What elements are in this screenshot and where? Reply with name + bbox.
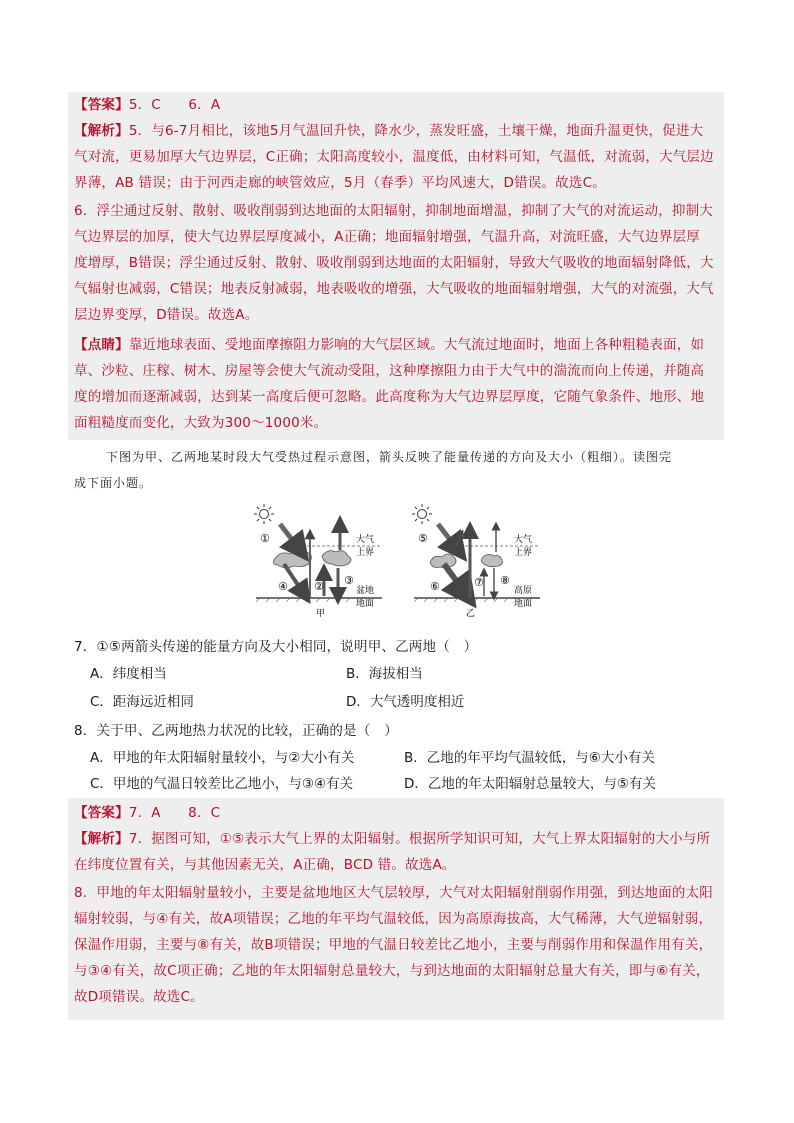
atmosphere-heating-diagram bbox=[252, 500, 572, 618]
diagram-left-panel bbox=[254, 504, 382, 618]
ground-label-1: 盆地 bbox=[356, 586, 375, 596]
q8-option-a: A．甲地的年太阳辐射量较小，与②大小有关 bbox=[90, 750, 355, 766]
analysis-q7-line-2: 在纬度位置有关，与其他因素无关，A正确，BCD 错。故选A。 bbox=[74, 857, 456, 873]
ground-label-2: 地面 bbox=[356, 599, 375, 609]
tip-line-4: 面粗糙度而变化，大致为300～1000米。 bbox=[74, 415, 328, 431]
tip-line-3: 度的增加而逐渐减弱，达到某一高度后便可忽略。此高度称为大气边界层厚度，它随气象条件、地形、地 bbox=[74, 389, 705, 405]
answer-line-2 bbox=[74, 800, 724, 826]
q8-stem: 8．关于甲、乙两地热力状况的比较，正确的是（ ） bbox=[74, 723, 398, 739]
answer-tag: 【答案】 bbox=[74, 97, 129, 113]
analysis-q5-line-2: 气对流，更易加厚大气边界层，C正确；太阳高度较小，温度低，由材料可知，气温低，对流弱，大气层边 bbox=[74, 149, 714, 165]
intro-line-1: 下图为甲、乙两地某时段大气受热过程示意图，箭头反映了能量传递的方向及大小（粗细）。读图完 bbox=[106, 450, 673, 464]
analysis-q6-line-1: 6．浮尘通过反射、散射、吸收削弱到达地面的太阳辐射，抑制地面增温，抑制了大气的对流运动，抑制大 bbox=[74, 203, 713, 219]
intro-line-2: 成下面小题。 bbox=[74, 476, 153, 490]
analysis-tag: 【解析】 bbox=[74, 831, 129, 847]
q7-option-b: B．海拔相当 bbox=[346, 666, 423, 682]
label-3: ③ bbox=[344, 574, 354, 587]
label-2: ② bbox=[314, 580, 324, 593]
label-5: ⑤ bbox=[418, 532, 428, 545]
label-7: ⑦ bbox=[474, 576, 484, 589]
label-6: ⑥ bbox=[430, 580, 440, 593]
diagram-right-panel bbox=[412, 504, 540, 618]
label-4: ④ bbox=[278, 580, 288, 593]
analysis-q6-line-5: 层边界变厚，D错误。故选A。 bbox=[74, 307, 259, 323]
analysis-q8-line-4: 与③④有关，故C项正确；乙地的年太阳辐射总量较大，与到达地面的太阳辐射总量大有关，即与⑥有关， bbox=[74, 963, 710, 979]
analysis-q8-line-1: 8．甲地的年太阳辐射量较小，主要是盆地地区大气层较厚，大气对太阳辐射削弱作用强，到达地面的太阳 bbox=[74, 885, 713, 901]
analysis-q7-line-1: 【解析】7．据图可知，①⑤表示大气上界的太阳辐射。根据所学知识可知，大气上界太阳辐射的大小与所 bbox=[74, 831, 711, 847]
answer-line-1 bbox=[74, 92, 724, 118]
ground-label-1: 高原 bbox=[514, 586, 533, 596]
top-label-1: 大气 bbox=[356, 535, 375, 545]
caption-right: 乙 bbox=[466, 609, 476, 618]
analysis-q6-line-2: 气边界层的加厚，使大气边界层厚度减小，A正确；地面辐射增强，气温升高，对流旺盛，大气边界层厚 bbox=[74, 229, 700, 245]
q8-option-b: B．乙地的年平均气温较低，与⑥大小有关 bbox=[404, 750, 655, 766]
q7-option-c: C．距海远近相同 bbox=[90, 694, 194, 710]
sun-icon bbox=[254, 504, 274, 524]
top-label-1: 大气 bbox=[514, 535, 533, 545]
analysis-q5-line-1: 【解析】5．与6-7月相比，该地5月气温回升快，降水少，蒸发旺盛，土壤干燥，地面升温更快，促进大 bbox=[74, 123, 704, 139]
analysis-tag: 【解析】 bbox=[74, 123, 129, 139]
q8-option-c: C．甲地的气温日较差比乙地小，与③④有关 bbox=[90, 776, 354, 792]
tip-tag: 【点睛】 bbox=[74, 337, 129, 353]
top-label-2: 上界 bbox=[356, 548, 375, 558]
ground-label-2: 地面 bbox=[514, 599, 533, 609]
tip-line-1: 【点睛】靠近地球表面、受地面摩擦阻力影响的大气层区域。大气流过地面时，地面上各种粗糙表面，如 bbox=[74, 337, 705, 353]
answer-text: 5．C 6．A bbox=[128, 97, 221, 113]
analysis-q8-line-3: 保温作用弱，主要与⑧有关，故B项错误；甲地的气温日较差比乙地小，主要与削弱作用和保温作用有关， bbox=[74, 937, 713, 953]
analysis-q5-line-3: 界薄，AB 错误；由于河西走廊的峡管效应，5月（春季）平均风速大，D错误。故选C。 bbox=[74, 175, 606, 191]
analysis-q8-line-2: 辐射较弱，与④有关，故A项错误；乙地的年平均气温较低，因为高原海拔高，大气稀薄，大气逆辐射弱， bbox=[74, 911, 713, 927]
sun-icon bbox=[412, 504, 432, 524]
q7-option-a: A．纬度相当 bbox=[90, 666, 167, 682]
answer-tag: 【答案】 bbox=[74, 805, 129, 821]
top-label-2: 上界 bbox=[514, 548, 533, 558]
analysis-q6-line-3: 度增厚，B错误；浮尘通过反射、散射、吸收削弱到达地面的太阳辐射，导致大气吸收的地面辐射降低，大 bbox=[74, 255, 714, 271]
label-8: ⑧ bbox=[500, 574, 510, 587]
analysis-q6-line-4: 气辐射也减弱，C错误；地表反射减弱，地表吸收的增强，大气吸收的地面辐射增强，大气的对流强，大气 bbox=[74, 281, 714, 297]
label-1: ① bbox=[260, 532, 270, 545]
q7-stem: 7．①⑤两箭头传递的能量方向及大小相同，说明甲、乙两地（ ） bbox=[74, 639, 478, 655]
answer-text: 7．A 8．C bbox=[128, 805, 221, 821]
caption-left: 甲 bbox=[316, 609, 326, 618]
q8-option-d: D．乙地的年太阳辐射总量较大，与⑤有关 bbox=[404, 776, 656, 792]
q7-option-d: D．大气透明度相近 bbox=[346, 694, 465, 710]
tip-line-2: 草、沙粒、庄稼、树木、房屋等会使大气流动受阻，这种摩擦阻力由于大气中的湍流而向上传递，并随高 bbox=[74, 363, 705, 379]
analysis-q8-line-5: 故D项错误。故选C。 bbox=[74, 989, 204, 1005]
